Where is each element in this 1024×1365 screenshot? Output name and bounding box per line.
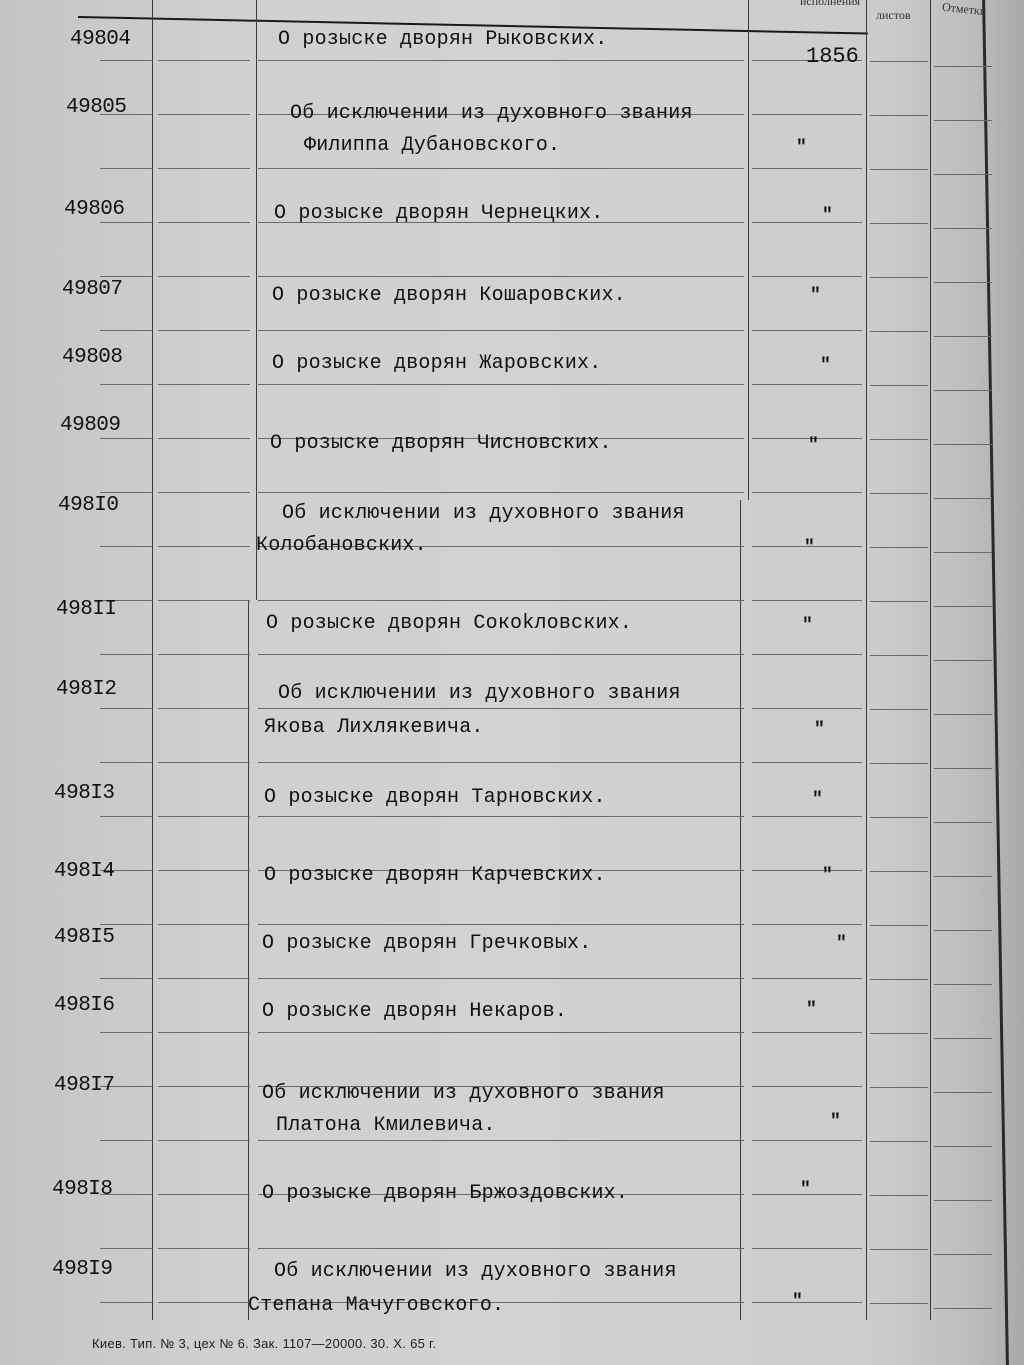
ruled-line [100, 546, 152, 547]
ruled-line [752, 654, 862, 655]
ditto-mark: " [836, 934, 847, 954]
ruled-line [752, 1140, 862, 1141]
case-title-cont: Якова Лихлякевича. [264, 716, 484, 739]
header-notes: Отметки [941, 0, 987, 19]
ruled-line [752, 1032, 862, 1033]
column-divider [256, 0, 257, 600]
ruled-line [158, 870, 250, 871]
ruled-line [158, 1086, 250, 1087]
ruled-line [752, 708, 862, 709]
ruled-line [870, 817, 928, 818]
ditto-mark: " [802, 616, 813, 636]
case-number: 49806 [64, 198, 125, 221]
ruled-line [934, 1146, 992, 1147]
case-title-cont: Платона Кмилевича. [276, 1114, 496, 1137]
ruled-line [100, 1140, 152, 1141]
ruled-line [934, 930, 992, 931]
ruled-line [158, 222, 250, 223]
ditto-mark: " [812, 790, 823, 810]
ruled-line [870, 1303, 928, 1304]
ruled-line [752, 330, 862, 331]
ruled-line [258, 762, 744, 763]
ruled-line [158, 816, 250, 817]
ruled-line [870, 1249, 928, 1250]
ruled-line [258, 1032, 744, 1033]
ruled-line [870, 223, 928, 224]
ruled-line [100, 60, 152, 61]
ditto-mark: " [814, 720, 825, 740]
ruled-line [870, 547, 928, 548]
ruled-line [870, 979, 928, 980]
ruled-line [870, 169, 928, 170]
ruled-line [870, 61, 928, 62]
case-number: 498II [56, 598, 117, 621]
ruled-line [100, 330, 152, 331]
ruled-line [870, 655, 928, 656]
ruled-line [258, 816, 744, 817]
ruled-line [100, 654, 152, 655]
ruled-line [158, 60, 250, 61]
ruled-line [934, 768, 992, 769]
case-number: 498I8 [52, 1178, 113, 1201]
ruled-line [870, 925, 928, 926]
ruled-line [934, 498, 992, 499]
case-title-cont: Степана Мачуговского. [248, 1294, 505, 1317]
ruled-line [752, 1248, 862, 1249]
ruled-line [258, 978, 744, 979]
ruled-line [158, 978, 250, 979]
ruled-line [934, 1038, 992, 1039]
ruled-line [258, 600, 744, 601]
ruled-line [752, 384, 862, 385]
ruled-line [100, 384, 152, 385]
ruled-line [258, 924, 744, 925]
ruled-line [158, 1248, 250, 1249]
case-number: 498I9 [52, 1258, 113, 1281]
ruled-line [158, 1302, 250, 1303]
ruled-line [870, 709, 928, 710]
ruled-line [158, 1194, 250, 1195]
ruled-line [258, 708, 744, 709]
case-number: 49809 [60, 414, 121, 437]
ruled-line [158, 924, 250, 925]
ruled-line [158, 168, 250, 169]
case-title: О розыске дворян Рыковских. [278, 28, 608, 51]
ruled-line [870, 601, 928, 602]
ruled-line [258, 1140, 744, 1141]
column-divider [866, 0, 867, 1320]
ruled-line [934, 174, 992, 175]
ruled-line [100, 708, 152, 709]
case-number: 498I5 [54, 926, 115, 949]
ruled-line [752, 816, 862, 817]
ruled-line [870, 763, 928, 764]
case-number: 49808 [62, 346, 123, 369]
ruled-line [100, 1302, 152, 1303]
ruled-line [934, 822, 992, 823]
column-divider [152, 0, 153, 1320]
ruled-line [752, 762, 862, 763]
ruled-line [100, 276, 152, 277]
case-number: 49805 [66, 96, 127, 119]
ruled-line [100, 438, 152, 439]
case-title: О розыске дворян Бржоздовских. [262, 1182, 629, 1205]
ruled-line [870, 1141, 928, 1142]
ruled-line [100, 222, 152, 223]
ruled-line [158, 492, 250, 493]
ruled-line [158, 708, 250, 709]
ditto-mark: " [822, 866, 833, 886]
ruled-line [752, 114, 862, 115]
ruled-line [934, 120, 992, 121]
case-title: О розыске дворян Некаров. [262, 1000, 568, 1023]
book-binding-edge [982, 0, 1009, 1365]
ruled-line [158, 762, 250, 763]
ditto-mark: " [804, 538, 815, 558]
case-title: О розыске дворян Гречковых. [262, 932, 592, 955]
ruled-line [158, 1140, 250, 1141]
case-number: 498I6 [54, 994, 115, 1017]
ruled-line [752, 222, 862, 223]
ruled-line [934, 1200, 992, 1201]
ruled-line [934, 336, 992, 337]
ruled-line [258, 330, 744, 331]
case-title: Об исключении из духовного звания [262, 1082, 665, 1105]
ruled-line [934, 714, 992, 715]
ruled-line [870, 871, 928, 872]
entry-year: 1856 [806, 44, 859, 69]
ruled-line [870, 385, 928, 386]
ruled-line [258, 492, 744, 493]
ruled-line [934, 282, 992, 283]
ruled-line [752, 492, 862, 493]
ruled-line [752, 438, 862, 439]
ruled-line [100, 168, 152, 169]
case-title: О розыске дворян Тарновских. [264, 786, 606, 809]
ruled-line [100, 1248, 152, 1249]
header-sheets: листов [876, 8, 911, 22]
ruled-line [934, 228, 992, 229]
ditto-mark: " [820, 356, 831, 376]
ditto-mark: " [830, 1112, 841, 1132]
ruled-line [158, 600, 250, 601]
ruled-line [752, 978, 862, 979]
case-title: О розыске дворян Чисновских. [270, 432, 612, 455]
case-number: 498I7 [54, 1074, 115, 1097]
ruled-line [934, 660, 992, 661]
case-number: 498I0 [58, 494, 119, 517]
ruled-line [934, 444, 992, 445]
ruled-line [158, 114, 250, 115]
ruled-line [934, 1092, 992, 1093]
ruled-line [870, 115, 928, 116]
ruled-line [870, 493, 928, 494]
ruled-line [158, 330, 250, 331]
ruled-line [258, 1248, 744, 1249]
ruled-line [158, 654, 250, 655]
ruled-line [752, 870, 862, 871]
column-divider [748, 0, 749, 500]
case-title-cont: Колобановских. [256, 534, 427, 557]
ruled-line [870, 1195, 928, 1196]
ruled-line [752, 168, 862, 169]
ruled-line [752, 600, 862, 601]
ruled-line [934, 984, 992, 985]
ditto-mark: " [822, 206, 833, 226]
ruled-line [258, 168, 744, 169]
ruled-line [258, 276, 744, 277]
ditto-mark: " [800, 1180, 811, 1200]
case-title: О розыске дворян Карчевских. [264, 864, 606, 887]
ruled-line [258, 384, 744, 385]
ruled-line [752, 924, 862, 925]
case-title: Об исключении из духовного звания [282, 502, 685, 525]
case-number: 498I4 [54, 860, 115, 883]
ruled-line [258, 654, 744, 655]
ruled-line [158, 546, 250, 547]
case-title: Об исключении из духовного звания [278, 682, 681, 705]
case-title: Об исключении из духовного звания [274, 1260, 677, 1283]
ruled-line [100, 924, 152, 925]
ruled-line [934, 552, 992, 553]
ditto-mark: " [806, 1000, 817, 1020]
ruled-line [158, 384, 250, 385]
column-divider [740, 500, 741, 1320]
ditto-mark: " [796, 138, 807, 158]
ditto-mark: " [792, 1292, 803, 1312]
case-number: 498I2 [56, 678, 117, 701]
column-divider [930, 0, 931, 1320]
ruled-line [100, 978, 152, 979]
ditto-mark: " [810, 286, 821, 306]
case-title: О розыске дворян Сокоkловских. [266, 612, 633, 635]
case-title-cont: Филиппа Дубановского. [304, 134, 561, 157]
ruled-line [158, 438, 250, 439]
header-dates: исполнения [800, 0, 861, 8]
ruled-line [934, 390, 992, 391]
ruled-line [100, 816, 152, 817]
printer-imprint: Киев. Тип. № 3, цех № 6. Зак. 1107—20000. 30. X. 65 г. [92, 1336, 437, 1351]
ruled-line [934, 1254, 992, 1255]
case-title: О розыске дворян Чернецких. [274, 202, 604, 225]
case-number: 49807 [62, 278, 123, 301]
case-number: 49804 [70, 28, 131, 51]
ruled-line [752, 276, 862, 277]
ruled-line [100, 1032, 152, 1033]
case-title: О розыске дворян Жаровских. [272, 352, 602, 375]
ruled-line [158, 1032, 250, 1033]
ruled-line [752, 1086, 862, 1087]
ruled-line [100, 762, 152, 763]
ruled-line [100, 492, 152, 493]
ruled-line [870, 277, 928, 278]
ruled-line [258, 60, 744, 61]
ditto-mark: " [808, 436, 819, 456]
case-title: О розыске дворян Кошаровских. [272, 284, 626, 307]
ruled-line [934, 876, 992, 877]
ruled-line [934, 66, 992, 67]
ruled-line [870, 331, 928, 332]
ruled-line [752, 1302, 862, 1303]
ruled-line [870, 1033, 928, 1034]
ruled-line [870, 1087, 928, 1088]
case-title: Об исключении из духовного звания [290, 102, 693, 125]
ruled-line [158, 276, 250, 277]
ruled-line [870, 439, 928, 440]
ruled-line [934, 1308, 992, 1309]
case-number: 498I3 [54, 782, 115, 805]
ruled-line [934, 606, 992, 607]
